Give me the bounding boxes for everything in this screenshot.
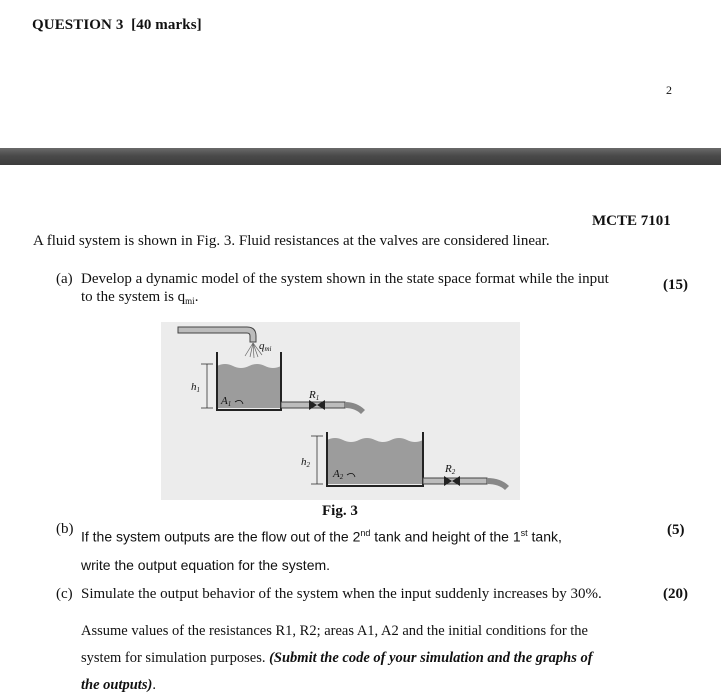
part-b-sup-st: st [520, 528, 528, 538]
figure-caption: Fig. 3 [322, 503, 358, 519]
part-c-marks: (20) [663, 586, 688, 602]
question-title [32, 17, 202, 34]
intro-text: A fluid system is shown in Fig. 3. Fluid resistances at the valves are considered linear. [33, 233, 550, 249]
part-c-submit-instruction-end: the outputs) [81, 677, 153, 693]
part-a-line2-suffix: . [194, 289, 199, 305]
part-c-paragraph [81, 618, 681, 699]
part-c-para-line1: Assume values of the resistances R1, R2; areas A1, A2 and the initial conditions for the [81, 623, 588, 639]
part-b-text-2: tank and height of the 1 [370, 528, 521, 545]
a2-label: A2 [333, 468, 344, 481]
part-b-marks: (5) [667, 522, 685, 538]
inflow-label: qmi [259, 340, 272, 353]
h1-label: h1 [191, 381, 200, 394]
part-a-input-subscript: mi [185, 296, 195, 306]
part-b-text-1: If the system outputs are the flow out of the 2 [81, 528, 361, 545]
part-b-text-3: tank, [527, 528, 562, 545]
part-c-label: (c) [56, 586, 73, 602]
part-b-text [81, 519, 661, 579]
course-code: MCTE 7101 [592, 213, 671, 229]
part-b-label: (b) [56, 521, 74, 537]
part-a-line2-prefix: to the system is q [81, 289, 186, 305]
question-label: QUESTION 3 [32, 17, 124, 33]
r2-label: R2 [445, 463, 456, 476]
part-c-line1: Simulate the output behavior of the system when the input suddenly increases by 30%. [81, 586, 602, 602]
part-c-submit-instruction: (Submit the code of your simulation and the graphs of [269, 650, 593, 666]
r1-label: R1 [309, 389, 320, 402]
tank-diagram [161, 322, 520, 500]
page-number: 2 [666, 83, 672, 97]
part-a-line1: Develop a dynamic model of the system shown in the state space format while the input [81, 271, 609, 287]
page-divider [0, 148, 721, 165]
part-c-period: . [152, 677, 156, 693]
part-a-label: (a) [56, 271, 73, 287]
h2-label: h2 [301, 456, 310, 469]
part-a-text [81, 270, 651, 310]
a1-label: A1 [221, 395, 232, 408]
part-b-line2: write the output equation for the system. [81, 556, 331, 573]
part-c-para-line2: system for simulation purposes. [81, 650, 270, 666]
fluid-system-figure [161, 322, 520, 500]
question-marks: [40 marks] [131, 17, 202, 33]
part-a-marks: (15) [663, 277, 688, 293]
part-b-sup-nd: nd [360, 528, 371, 538]
